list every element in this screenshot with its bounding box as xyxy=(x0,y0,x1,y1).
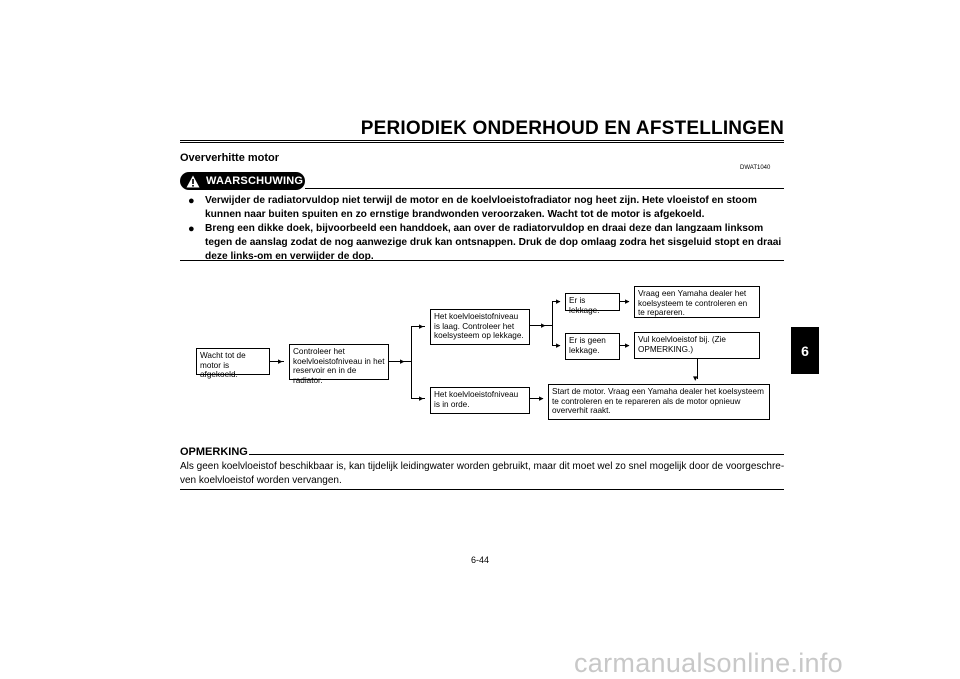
warning-code: DWAT1040 xyxy=(740,165,771,171)
page-number: 6-44 xyxy=(470,555,489,565)
flow-box-level-ok: Het koelvloeistofniveau is in orde. xyxy=(430,387,530,414)
note-text: Als geen koelvloeistof beschikbaar is, kan tijdelijk leidingwater worden gebruikt, maar dit moet wel zo snel mogelijk door de voorgeschre-ven koelvloeistof worden vervangen. xyxy=(180,461,785,486)
arrow-right-icon: ▸ xyxy=(541,320,546,330)
flow-box-leak: Er is lekkage. xyxy=(565,293,620,311)
watermark: carmanualsonline.info xyxy=(574,648,843,678)
flow-box-start-motor: Start de motor. Vraag een Yamaha dealer het koelsysteem te controleren en te repareren als de motor opnieuw oververhit raakt. xyxy=(548,384,770,420)
note-title: OPMERKING xyxy=(180,446,248,458)
arrow-right-icon: ▸ xyxy=(539,393,544,403)
flow-box-level-low: Het koelvloeistofniveau is laag. Controleer het koelsysteem op lekkage. xyxy=(430,309,530,345)
arrow-right-icon: ▸ xyxy=(625,340,630,350)
warning-item-text: Verwijder de radiatorvuldop niet terwijl de motor en de koelvloeistofradiator nog heet zijn. Hete vloeistof en stoom kunnen naar buiten spuiten en zo ernstige brandwonden veroorzaken. Wacht tot de motor is afgekoeld. xyxy=(205,195,757,220)
warning-badge xyxy=(180,172,305,190)
flow-box-dealer-repair: Vraag een Yamaha dealer het koelsysteem te controleren en te repareren. xyxy=(634,286,760,318)
warning-item-text: Breng een dikke doek, bijvoorbeeld een handdoek, aan over de radiatorvuldop en draai deze dan langzaam linksom tegen de aanslag zodat de nog aanwezige druk kan ontsnappen. Druk de dop omlaag zodra het sisgeluid stopt en draai deze links-om en verwijder de dop. xyxy=(205,223,782,262)
flow-connector xyxy=(552,301,553,346)
warning-list xyxy=(188,194,784,264)
flow-box-no-leak: Er is geen lekkage. xyxy=(565,333,620,360)
arrow-right-icon: ▸ xyxy=(278,356,283,366)
arrow-right-icon: ▸ xyxy=(419,393,424,403)
arrow-right-icon: ▸ xyxy=(625,296,630,306)
arrow-down-icon: ▾ xyxy=(693,373,698,383)
bullet-icon: ● xyxy=(188,195,195,207)
section-title: Oververhitte motor xyxy=(180,152,280,164)
flow-box-check: Controleer het koelvloeistofniveau in het reservoir en in de radiator. xyxy=(289,344,389,380)
warning-label: WAARSCHUWING xyxy=(206,175,304,187)
arrow-right-icon: ▸ xyxy=(556,340,561,350)
warning-triangle-icon xyxy=(186,175,200,188)
flow-connector xyxy=(411,326,412,399)
warning-item xyxy=(188,222,784,264)
arrow-right-icon: ▸ xyxy=(419,321,424,331)
note-bottom-rule xyxy=(180,489,784,490)
warning-bottom-rule xyxy=(180,260,784,261)
note-rule xyxy=(249,454,784,455)
warning-item xyxy=(188,194,784,222)
arrow-right-icon: ▸ xyxy=(400,356,405,366)
warning-rule xyxy=(305,188,784,189)
page-header-title: PERIODIEK ONDERHOUD EN AFSTELLINGEN xyxy=(360,118,784,139)
chapter-tab: 6 xyxy=(791,327,819,374)
arrow-right-icon: ▸ xyxy=(556,296,561,306)
flow-box-wait: Wacht tot de motor is afgekoeld. xyxy=(196,348,270,375)
bullet-icon: ● xyxy=(188,223,195,235)
header-rule xyxy=(180,140,784,143)
flow-box-refill: Vul koelvloeistof bij. (Zie OPMERKING.) xyxy=(634,332,760,359)
